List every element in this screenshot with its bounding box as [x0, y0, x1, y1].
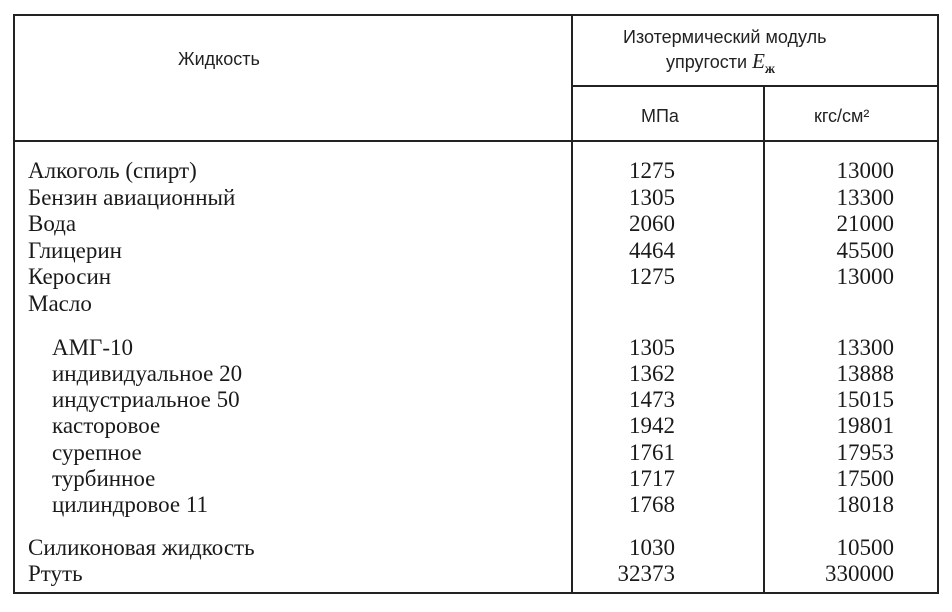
row-kgf-value: 45500 [836, 238, 894, 263]
header-unit-mpa: МПа [641, 106, 679, 126]
row-name: индивидуальное 20 [52, 361, 243, 386]
header-modulus-line1: Изотермический модуль [623, 27, 827, 47]
row-name: касторовое [52, 413, 161, 438]
row-name: Глицерин [28, 238, 122, 263]
row-mpa-value: 1473 [629, 387, 675, 412]
row-mpa-value: 2060 [629, 211, 675, 236]
row-name: Вода [28, 211, 77, 236]
row-kgf-value: 21000 [836, 211, 894, 236]
header-modulus-line2 [666, 49, 775, 78]
row-kgf-value: 13888 [836, 361, 894, 386]
header-unit-kgf: кгс/см² [814, 106, 870, 126]
row-name: турбинное [52, 466, 156, 491]
row-name: АМГ-10 [52, 335, 134, 360]
row-mpa-value: 4464 [629, 238, 675, 263]
modulus-subscript: ж [764, 62, 776, 78]
row-kgf-value: 13300 [836, 335, 894, 360]
row-name: индустриальное 50 [52, 387, 240, 412]
row-name: сурепное [52, 440, 142, 465]
row-mpa-value: 1362 [629, 361, 675, 386]
row-kgf-value: 17953 [836, 440, 894, 465]
header-bottom-line [13, 140, 937, 142]
row-mpa-value: 1305 [629, 185, 675, 210]
row-name: Алкоголь (спирт) [28, 158, 197, 183]
row-name: Масло [28, 291, 92, 316]
column-divider-1 [571, 14, 573, 594]
row-kgf-value: 13000 [836, 158, 894, 183]
row-kgf-value: 13000 [836, 264, 894, 289]
header-liquid: Жидкость [178, 49, 260, 69]
row-kgf-value: 18018 [836, 492, 894, 517]
row-name: Ртуть [28, 561, 83, 586]
row-mpa-value: 1030 [629, 535, 675, 560]
row-mpa-value: 1768 [629, 492, 675, 517]
row-kgf-value: 19801 [836, 413, 894, 438]
row-mpa-value: 1717 [629, 466, 675, 491]
row-kgf-value: 13300 [836, 185, 894, 210]
row-mpa-value: 32373 [617, 561, 675, 586]
row-kgf-value: 17500 [836, 466, 894, 491]
row-kgf-value: 15015 [836, 387, 894, 412]
header-modulus-text: упругости [666, 52, 748, 72]
row-mpa-value: 1761 [629, 440, 675, 465]
row-name: Силиконовая жидкость [28, 535, 255, 560]
row-mpa-value: 1305 [629, 335, 675, 360]
modulus-symbol-letter: E [752, 49, 765, 73]
row-kgf-value: 10500 [836, 535, 894, 560]
row-kgf-value: 330000 [825, 561, 894, 586]
row-mpa-value: 1942 [629, 413, 675, 438]
row-mpa-value: 1275 [629, 264, 675, 289]
column-divider-2 [763, 86, 765, 594]
header-subdivider [571, 85, 937, 87]
row-mpa-value: 1275 [629, 158, 675, 183]
row-name: Керосин [28, 264, 112, 289]
modulus-symbol [752, 49, 776, 78]
row-name: цилиндровое 11 [52, 492, 209, 517]
row-name: Бензин авиационный [28, 185, 236, 210]
